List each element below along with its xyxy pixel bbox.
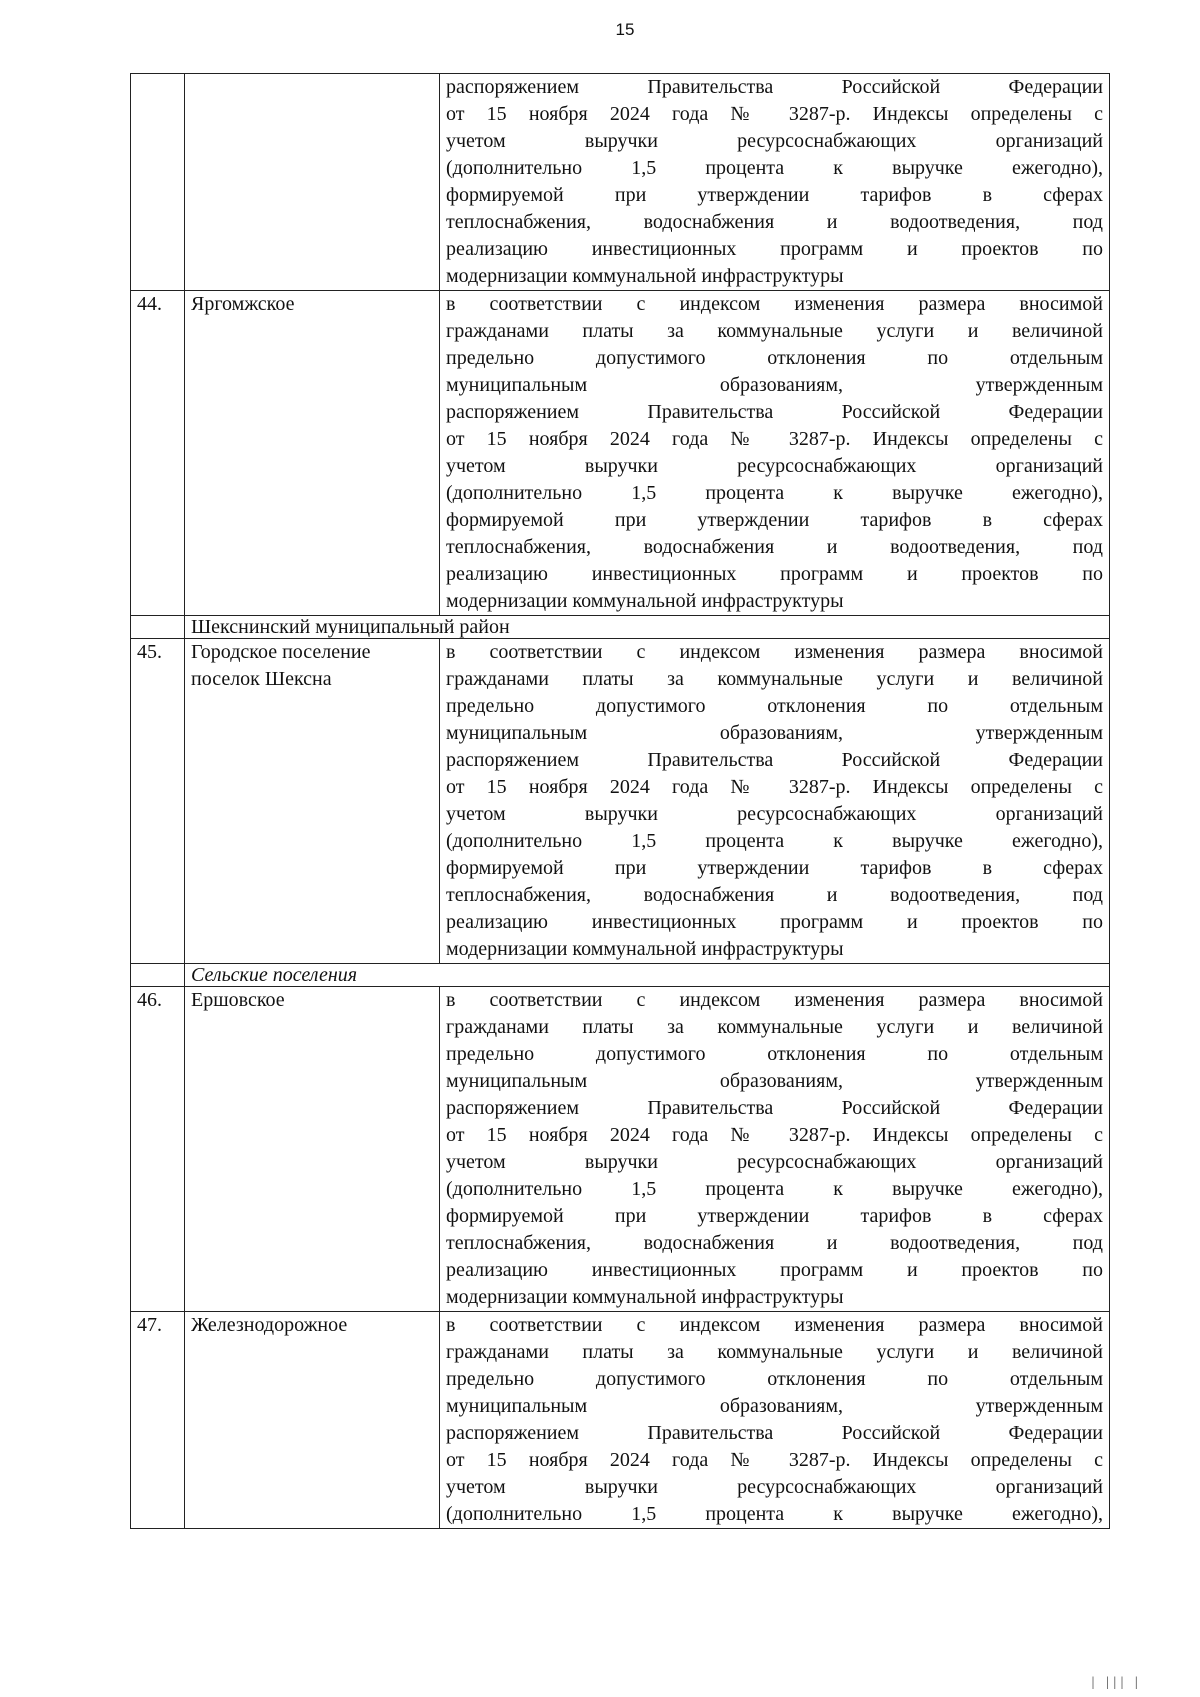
description-cell bbox=[440, 74, 1110, 291]
description-line: реализацию инвестиционных программ и проектов по bbox=[446, 911, 1103, 933]
description-line: теплоснабжения, водоснабжения и водоотведения, под bbox=[446, 536, 1103, 558]
description-line: предельно допустимого отклонения по отдельным bbox=[446, 1368, 1103, 1390]
municipality-name: Ершовское bbox=[185, 987, 440, 1312]
description-line: учетом выручки ресурсоснабжающих организаций bbox=[446, 1476, 1103, 1498]
section-num-cell bbox=[131, 616, 185, 639]
description-line: теплоснабжения, водоснабжения и водоотведения, под bbox=[446, 884, 1103, 906]
section-label: Шекснинский муниципальный район bbox=[191, 616, 510, 638]
description-line: гражданами платы за коммунальные услуги и величиной bbox=[446, 1016, 1103, 1038]
description-line: формируемой при утверждении тарифов в сферах bbox=[446, 857, 1103, 879]
table-row bbox=[131, 291, 1110, 616]
description-line: (дополнительно 1,5 процента к выручке ежегодно), bbox=[446, 830, 1103, 852]
description-line: распоряжением Правительства Российской Федерации bbox=[446, 749, 1103, 771]
description-line: муниципальным образованиям, утвержденным bbox=[446, 722, 1103, 744]
description-line: муниципальным образованиям, утвержденным bbox=[446, 1070, 1103, 1092]
section-num-cell bbox=[131, 964, 185, 987]
section-header-row bbox=[131, 616, 1110, 639]
description-line: теплоснабжения, водоснабжения и водоотведения, под bbox=[446, 211, 1103, 233]
description-line: предельно допустимого отклонения по отдельным bbox=[446, 1043, 1103, 1065]
description-line: в соответствии с индексом изменения размера вносимой bbox=[446, 293, 1103, 315]
section-label: Сельские поселения bbox=[191, 964, 358, 986]
description-line: муниципальным образованиям, утвержденным bbox=[446, 1395, 1103, 1417]
description-line: учетом выручки ресурсоснабжающих организаций bbox=[446, 1151, 1103, 1173]
description-line: (дополнительно 1,5 процента к выручке ежегодно), bbox=[446, 1503, 1103, 1525]
description-line: теплоснабжения, водоснабжения и водоотведения, под bbox=[446, 1232, 1103, 1254]
description-line: в соответствии с индексом изменения размера вносимой bbox=[446, 989, 1103, 1011]
table-row bbox=[131, 987, 1110, 1312]
description-line: гражданами платы за коммунальные услуги и величиной bbox=[446, 668, 1103, 690]
description-line: от 15 ноября 2024 года № 3287-р. Индексы определены с bbox=[446, 428, 1103, 450]
municipality-name: Яргомжское bbox=[185, 291, 440, 616]
description-line: реализацию инвестиционных программ и проектов по bbox=[446, 563, 1103, 585]
description-line: гражданами платы за коммунальные услуги и величиной bbox=[446, 1341, 1103, 1363]
description-cell bbox=[440, 987, 1110, 1312]
description-line: в соответствии с индексом изменения размера вносимой bbox=[446, 641, 1103, 663]
description-line: учетом выручки ресурсоснабжающих организаций bbox=[446, 803, 1103, 825]
row-number: 46. bbox=[131, 987, 185, 1312]
municipality-name: Городское поселение поселок Шексна bbox=[185, 639, 440, 964]
table-row bbox=[131, 74, 1110, 291]
description-cell bbox=[440, 1312, 1110, 1529]
description-line: предельно допустимого отклонения по отдельным bbox=[446, 695, 1103, 717]
table-row bbox=[131, 1312, 1110, 1529]
municipality-name bbox=[185, 74, 440, 291]
description-line: формируемой при утверждении тарифов в сферах bbox=[446, 1205, 1103, 1227]
description-line: гражданами платы за коммунальные услуги и величиной bbox=[446, 320, 1103, 342]
municipality-name: Железнодорожное bbox=[185, 1312, 440, 1529]
description-line: распоряжением Правительства Российской Федерации bbox=[446, 76, 1103, 98]
description-line: в соответствии с индексом изменения размера вносимой bbox=[446, 1314, 1103, 1336]
description-line: предельно допустимого отклонения по отдельным bbox=[446, 347, 1103, 369]
row-number: 45. bbox=[131, 639, 185, 964]
section-header-row bbox=[131, 964, 1110, 987]
description-line: модернизации коммунальной инфраструктуры bbox=[446, 590, 844, 612]
description-line: от 15 ноября 2024 года № 3287-р. Индексы определены с bbox=[446, 1124, 1103, 1146]
scan-mark: | ||| | bbox=[1089, 1675, 1140, 1689]
description-line: от 15 ноября 2024 года № 3287-р. Индексы определены с bbox=[446, 776, 1103, 798]
description-line: распоряжением Правительства Российской Федерации bbox=[446, 401, 1103, 423]
description-line: модернизации коммунальной инфраструктуры bbox=[446, 1286, 844, 1308]
description-line: (дополнительно 1,5 процента к выручке ежегодно), bbox=[446, 157, 1103, 179]
municipality-table bbox=[130, 73, 1110, 1529]
description-line: муниципальным образованиям, утвержденным bbox=[446, 374, 1103, 396]
description-line: распоряжением Правительства Российской Федерации bbox=[446, 1097, 1103, 1119]
description-line: модернизации коммунальной инфраструктуры bbox=[446, 938, 844, 960]
description-line: (дополнительно 1,5 процента к выручке ежегодно), bbox=[446, 482, 1103, 504]
description-line: от 15 ноября 2024 года № 3287-р. Индексы определены с bbox=[446, 103, 1103, 125]
section-label-cell bbox=[185, 964, 1110, 987]
description-cell bbox=[440, 639, 1110, 964]
description-line: реализацию инвестиционных программ и проектов по bbox=[446, 1259, 1103, 1281]
description-line: (дополнительно 1,5 процента к выручке ежегодно), bbox=[446, 1178, 1103, 1200]
description-line: формируемой при утверждении тарифов в сферах bbox=[446, 509, 1103, 531]
description-cell bbox=[440, 291, 1110, 616]
description-line: распоряжением Правительства Российской Федерации bbox=[446, 1422, 1103, 1444]
description-line: от 15 ноября 2024 года № 3287-р. Индексы определены с bbox=[446, 1449, 1103, 1471]
row-number bbox=[131, 74, 185, 291]
section-label-cell bbox=[185, 616, 1110, 639]
row-number: 44. bbox=[131, 291, 185, 616]
description-line: реализацию инвестиционных программ и проектов по bbox=[446, 238, 1103, 260]
row-number: 47. bbox=[131, 1312, 185, 1529]
description-line: формируемой при утверждении тарифов в сферах bbox=[446, 184, 1103, 206]
page-number: 15 bbox=[615, 20, 635, 39]
description-line: учетом выручки ресурсоснабжающих организаций bbox=[446, 455, 1103, 477]
description-line: учетом выручки ресурсоснабжающих организаций bbox=[446, 130, 1103, 152]
table-row bbox=[131, 639, 1110, 964]
description-line: модернизации коммунальной инфраструктуры bbox=[446, 265, 844, 287]
